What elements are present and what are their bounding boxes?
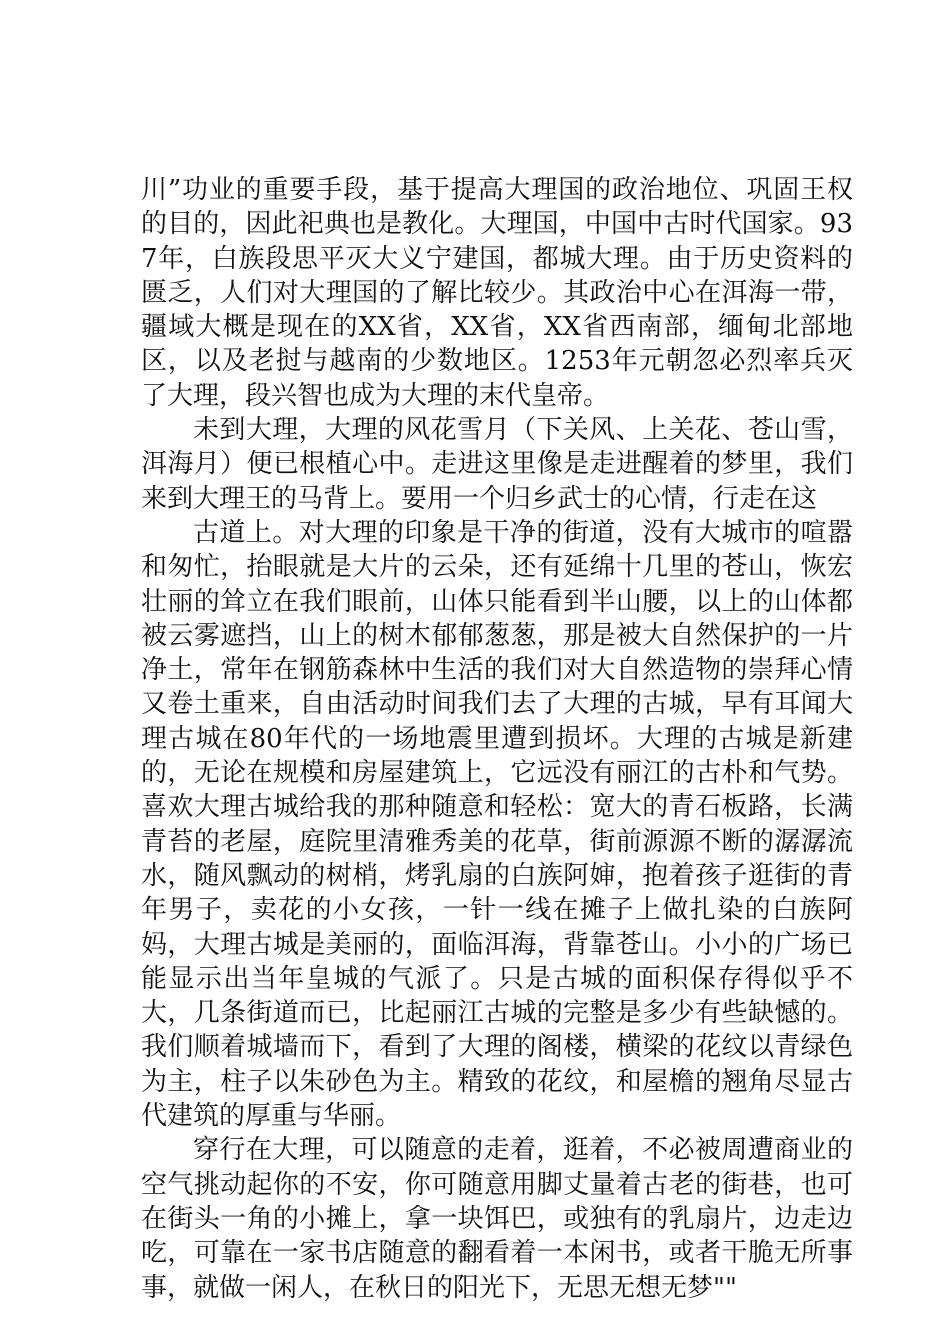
paragraph-3: 古道上。对大理的印象是干净的街道，没有大城市的喧嚣和匆忙，抬眼就是大片的云朵，还有延绵十几里的苍山，恢宏壮丽的耸立在我们眼前，山体只能看到半山腰，以上的山体都被云雾遮挡，山上的树木郁郁葱葱，那是被大自然保护的一片净土，常年在钢筋森林中生活的我们对大自然造物的崇拜心情又卷土重来，自由活动时间我们去了大理的古城，早有耳闻大理古城在80年代的一场地震里遭到损坏。大理的古城是新建的，无论在规模和房屋建筑上，它远没有丽江的古朴和气势。喜欢大理古城给我的那种随意和轻松：宽大的青石板路，长满青苔的老屋，庭院里清雅秀美的花草，街前源源不断的潺潺流水，随风飘动的树梢，烤乳扇的白族阿婶，抱着孩子逛街的青年男子，卖花的小女孩，一针一线在摊子上做扎染的白族阿妈，大理古城是美丽的，面临洱海，背靠苍山。小小的广场已能显示出当年皇城的气派了。只是古城的面积保存得似乎不大，几条街道而已，比起丽江古城的完整是多少有些缺憾的。我们顺着城墙而下，看到了大理的阁楼，横梁的花纹以青绿色为主，柱子以朱砂色为主。精致的花纹，和屋檐的翘角尽显古代建筑的厚重与华丽。 — [141, 517, 853, 1132]
paragraph-2: 未到大理，大理的风花雪月（下关风、上关花、苍山雪，洱海月）便已根植心中。走进这里像是走进醒着的梦里，我们来到大理王的马背上。要用一个归乡武士的心情，行走在这 — [141, 415, 853, 514]
document-body — [141, 173, 853, 1305]
paragraph-1: 川”功业的重要手段，基于提高大理国的政治地位、巩固王权的目的，因此祀典也是教化。大理国，中国中古时代国家。937年，白族段思平灭大义宁建国，都城大理。由于历史资料的匮乏，人们对大理国的了解比较少。其政治中心在洱海一带，疆域大概是现在的XX省，XX省，XX省西南部，缅甸北部地区，以及老挝与越南的少数地区。1253年元朝忽必烈率兵灭了大理，段兴智也成为大理的末代皇帝。 — [141, 175, 853, 411]
paragraph-4: 穿行在大理，可以随意的走着，逛着，不必被周遭商业的空气挑动起你的不安，你可随意用脚丈量着古老的街巷，也可在街头一角的小摊上，拿一块饵巴，或独有的乳扇片，边走边吃，可靠在一家书店随意的翻看着一本闲书，或者干脆无所事事，就做一闲人，在秋日的阳光下，无思无想无梦"" — [141, 1135, 853, 1303]
